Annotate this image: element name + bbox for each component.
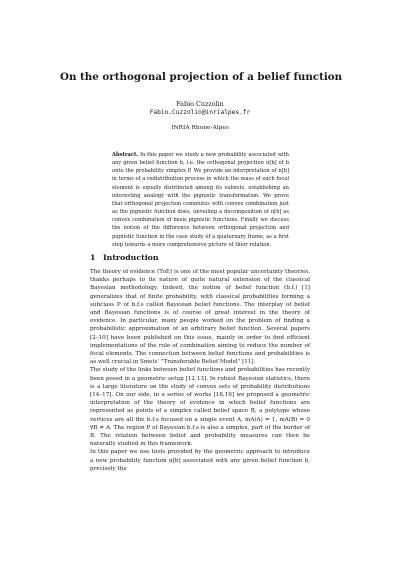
- author-name: Fabio Cuzzolin: [176, 100, 224, 108]
- section-number: 1: [90, 253, 96, 262]
- section-heading: [90, 253, 310, 263]
- section-title: Introduction: [103, 253, 159, 262]
- paragraph: In this paper we use tools provided by the geometric approach to introduce a new probability function π[b] associated with any given belief function b, precisely the: [90, 449, 310, 472]
- body-text: [90, 268, 310, 473]
- abstract-label: Abstract.: [112, 152, 139, 158]
- abstract-text: In this paper we study a new probability associated with any given belief function b, i.e. the orthogonal projection π[b] of b onto the probability simplex P. We provide an interpretation of π[b] in terms of a redistribution process in which the mass of each focal element is equally distributed among its subsets, establishing an interesting analogy with the pignistic transformation. We prove that orthogonal projection commutes with convex combination just as the pignistic function does, unveiling a decomposition of π[b] as convex combination of basis pignistic functions. Finally we discuss the notion of the difference between orthogonal projection and pignistic function in the case study of a quaternary frame, as a first step towards a more comprehensive picture of their relation.: [112, 152, 289, 248]
- author-email: Fabio.Cuzzolin@inrialpes.fr: [149, 109, 251, 116]
- paragraph: The theory of evidence (ToE) is one of the most popular uncertainty theories, thanks perhaps to its nature of quite natural extension of the classical Bayesian methodology. Indeed, the notion of belief function (b.f.) [1] generalizes that of finite probability, with classical probabilities forming a subclass P of b.f.s called Bayesian belief functions. The interplay of belief and Bayesian functions is of course of great interest in the theory of evidence. In particular, many people worked on the problem of finding a probabilistic approximation of an arbitrary belief function. Several papers [2–10] have been published on this issue, mainly in order to find efficient implementations of the rule of combination aiming to reduce the number of focal elements. The connection between belief functions and probabilities is as well crucial in Smets' "Transferable Belief Model" [11].: [90, 269, 310, 366]
- paper-title: On the orthogonal projection of a belief function: [60, 71, 343, 83]
- paragraph: The study of the links between belief functions and probabilities has recently been posed in a geometric setup [12,13]. In robust Bayesian statistics, there is a large literature on the study of convex sets of probability distributions [14–17]. On our side, in a series of works [18,19] we proposed a geometric interpretation of the theory of evidence in which belief functions are represented as points of a simplex called belief space B, a polytope whose vertices are all the b.f.s focused on a single event A, mA(A) = 1, mA(B) = 0 ∀B ≠ A. The region P of Bayesian b.f.s is also a simplex, part of the border of B. The relation between belief and probability measures can then be naturally studied in this framework.: [90, 367, 310, 448]
- abstract: [112, 151, 289, 249]
- author-affiliation: INRIA Rhone-Alpes: [171, 125, 229, 131]
